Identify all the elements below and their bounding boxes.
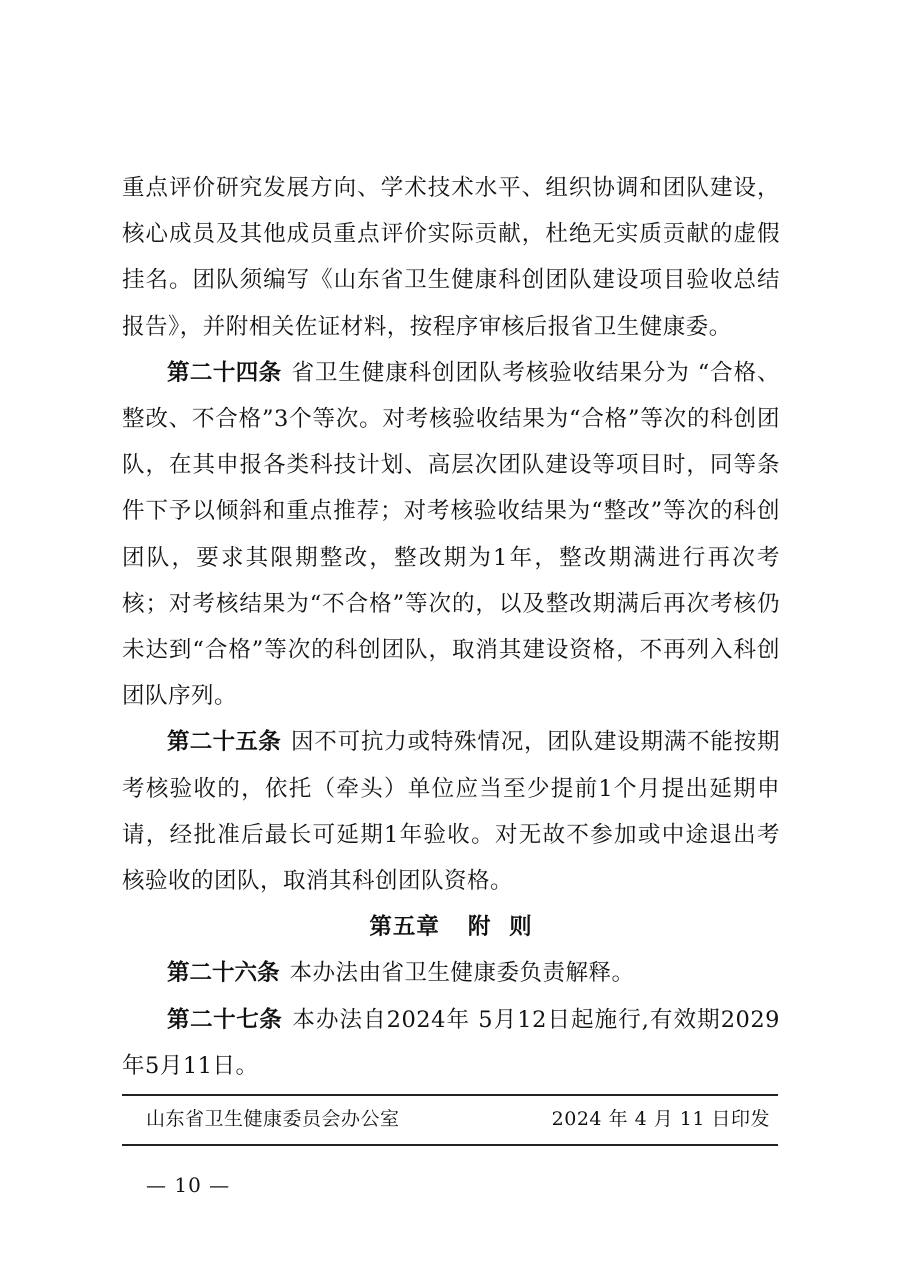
article-26-text: 本办法由省卫生健康委负责解释。 [289, 960, 635, 987]
chapter-5-number: 第五章 [369, 914, 440, 941]
footer-rule-top [122, 1094, 778, 1096]
article-25-heading: 第二十五条 [167, 729, 281, 756]
article-24-text: 省卫生健康科创团队考核验收结果分为 “合格、整改、不合格”3个等次。对考核验收结果为“合格”等次的科创团队，在其申报各类科技计划、高层次团队建设等项目时，同等条件下予以倾斜和重点推荐；对考核验收结果为“整改”等次的科创团队，要求其限期整改，整改期为1年，整改期满进行再次考核；对考核结果为“不合格”等次的，以及整改期满后再次考核仍未达到“合格”等次的科创团队，取消其建设资格，不再列入科创团队序列。 [122, 359, 780, 710]
article-24-heading: 第二十四条 [167, 359, 282, 386]
chapter-5-heading [122, 904, 780, 950]
paragraph-intro: 重点评价研究发展方向、学术技术水平、组织协调和团队建设，核心成员及其他成员重点评价实际贡献，杜绝无实质贡献的虚假挂名。团队须编写《山东省卫生健康科创团队建设项目验收总结报告》，并附相关佐证材料，按程序审核后报省卫生健康委。 [122, 175, 780, 340]
footer-rule-bottom [122, 1144, 778, 1146]
footer-issuer: 山东省卫生健康委员会办公室 [146, 1108, 400, 1130]
page-number: — 10 — [146, 1173, 231, 1197]
document-body [122, 165, 780, 1089]
article-25-text: 因不可抗力或特殊情况，团队建设期满不能按期考核验收的，依托（牵头）单位应当至少提前1个月提出延期申请，经批准后最长可延期1年验收。对无故不参加或中途退出考核验收的团队，取消其科创团队资格。 [122, 729, 780, 895]
article-24 [122, 350, 780, 720]
footer-issue-date: 2024 年 4 月 11 日印发 [551, 1108, 770, 1130]
article-27-text: 本办法自2024年 5月12日起施行,有效期2029年5月11日。 [122, 1006, 780, 1079]
article-27 [122, 997, 780, 1089]
article-27-heading: 第二十七条 [167, 1006, 283, 1033]
article-26-heading: 第二十六条 [167, 960, 280, 987]
article-25 [122, 719, 780, 904]
article-26 [122, 950, 780, 996]
chapter-5-title: 附 则 [467, 914, 533, 941]
